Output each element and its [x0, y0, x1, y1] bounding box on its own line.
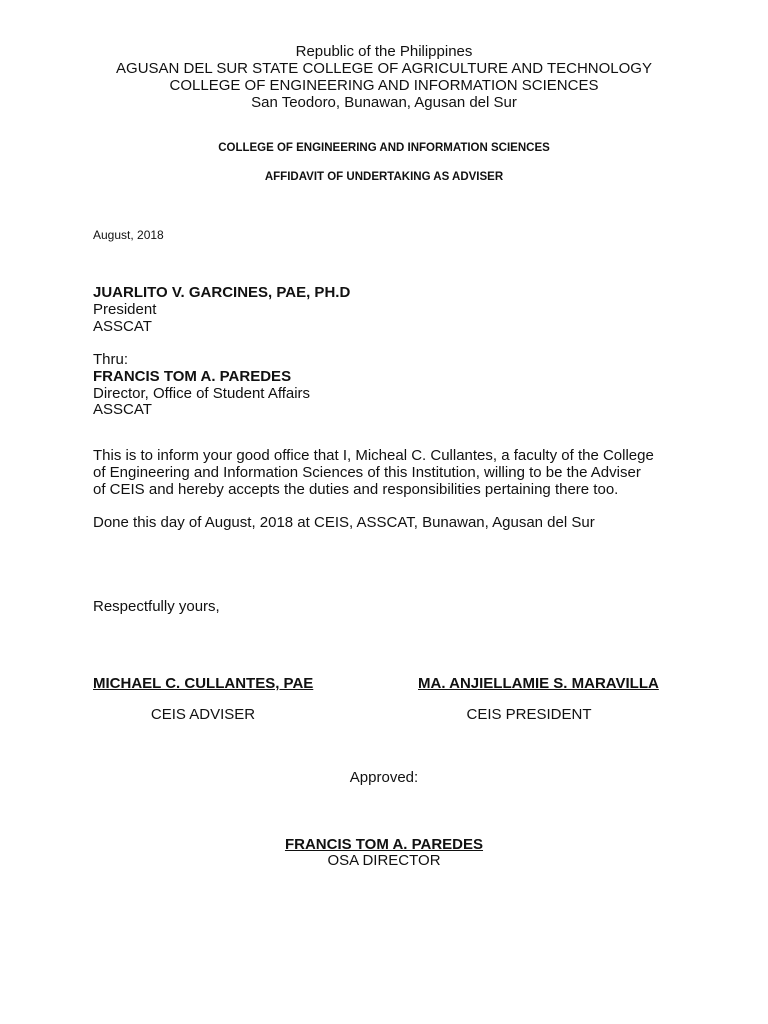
header-college: COLLEGE OF ENGINEERING AND INFORMATION SCIENCES	[169, 77, 599, 94]
thru-name: FRANCIS TOM A. PAREDES	[93, 368, 292, 385]
signatory-left-name: MICHAEL C. CULLANTES, PAE	[93, 675, 314, 692]
thru-org: ASSCAT	[93, 401, 152, 418]
recipient-position: President	[93, 301, 157, 318]
body-paragraph-line-2: of Engineering and Information Sciences of this Institution, willing to be the Adviser	[93, 464, 641, 481]
header-republic: Republic of the Philippines	[295, 43, 473, 60]
body-paragraph-line-3: of CEIS and hereby accepts the duties and responsibilities pertaining there too.	[93, 481, 619, 498]
signatory-right-name: MA. ANJIELLAMIE S. MARAVILLA	[418, 675, 659, 692]
closing-text: Respectfully yours,	[93, 598, 220, 615]
signatory-left-title: CEIS ADVISER	[150, 706, 256, 723]
thru-label: Thru:	[93, 351, 129, 368]
header-address: San Teodoro, Bunawan, Agusan del Sur	[251, 94, 517, 111]
header-institution: AGUSAN DEL SUR STATE COLLEGE OF AGRICULTURE AND TECHNOLOGY	[116, 60, 652, 77]
document-date: August, 2018	[93, 228, 164, 242]
recipient-org: ASSCAT	[93, 318, 152, 335]
approval-label: Approved:	[349, 769, 419, 786]
recipient-name: JUARLITO V. GARCINES, PAE, PH.D	[93, 284, 351, 301]
body-paragraph-2: Done this day of August, 2018 at CEIS, ASSCAT, Bunawan, Agusan del Sur	[93, 514, 595, 531]
signatory-right-title: CEIS PRESIDENT	[466, 706, 592, 723]
body-paragraph-line-1: This is to inform your good office that I, Micheal C. Cullantes, a faculty of the College	[93, 447, 654, 464]
subheader-college: COLLEGE OF ENGINEERING AND INFORMATION SCIENCES	[218, 142, 550, 154]
approver-name: FRANCIS TOM A. PAREDES	[284, 836, 484, 853]
approver-title: OSA DIRECTOR	[327, 852, 441, 869]
thru-position: Director, Office of Student Affairs	[93, 385, 311, 402]
document-title: AFFIDAVIT OF UNDERTAKING AS ADVISER	[264, 171, 504, 183]
